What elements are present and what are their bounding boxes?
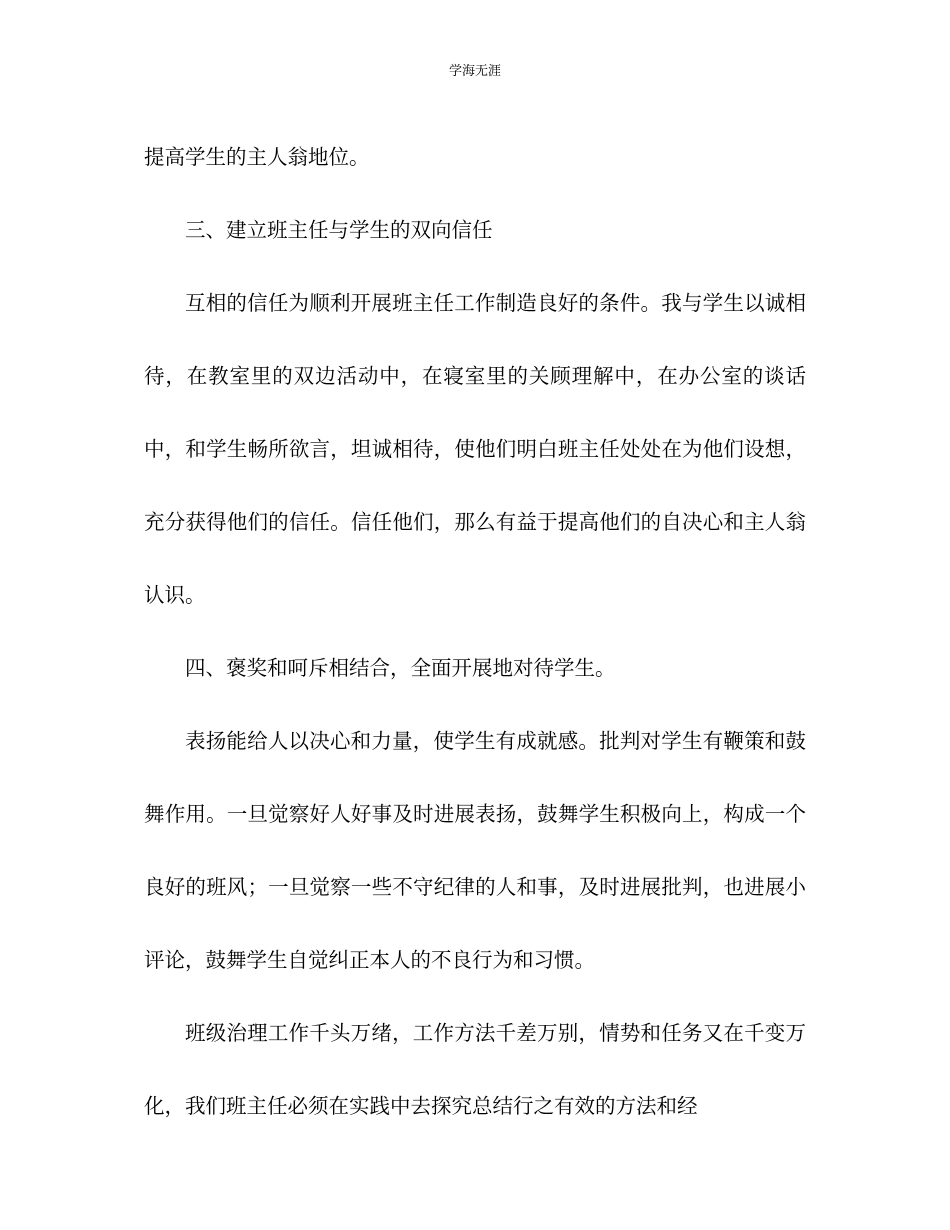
section-heading-four: 四、褒奖和呵斥相结合，全面开展地对待学生。 <box>185 656 616 680</box>
body-text <box>144 121 806 1143</box>
paragraph-continuation: 提高学生的主人翁地位。 <box>144 145 370 169</box>
paragraph-praise-criticism: 表扬能给人以决心和力量，使学生有成就感。批判对学生有鞭策和鼓舞作用。一旦觉察好人好事及时进展表扬，鼓舞学生积极向上，构成一个良好的班风；一旦觉察一些不守纪律的人和事，及时进展批判，也进展小评论，鼓舞学生自觉纠正本人的不良行为和习惯。 <box>144 729 806 972</box>
section-heading-three: 三、建立班主任与学生的双向信任 <box>185 218 493 242</box>
paragraph-mutual-trust: 互相的信任为顺利开展班主任工作制造良好的条件。我与学生以诚相待，在教室里的双边活动中，在寝室里的关顾理解中，在办公室的谈话中，和学生畅所欲言，坦诚相待，使他们明白班主任处处在为他们设想，充分获得他们的信任。信任他们，那么有益于提高他们的自决心和主人翁认识。 <box>144 291 806 607</box>
paragraph-class-management: 班级治理工作千头万绪，工作方法千差万别，情势和任务又在千变万化，我们班主任必须在实践中去探究总结行之有效的方法和经 <box>144 1021 806 1118</box>
running-header: 学海无涯 <box>448 64 501 79</box>
